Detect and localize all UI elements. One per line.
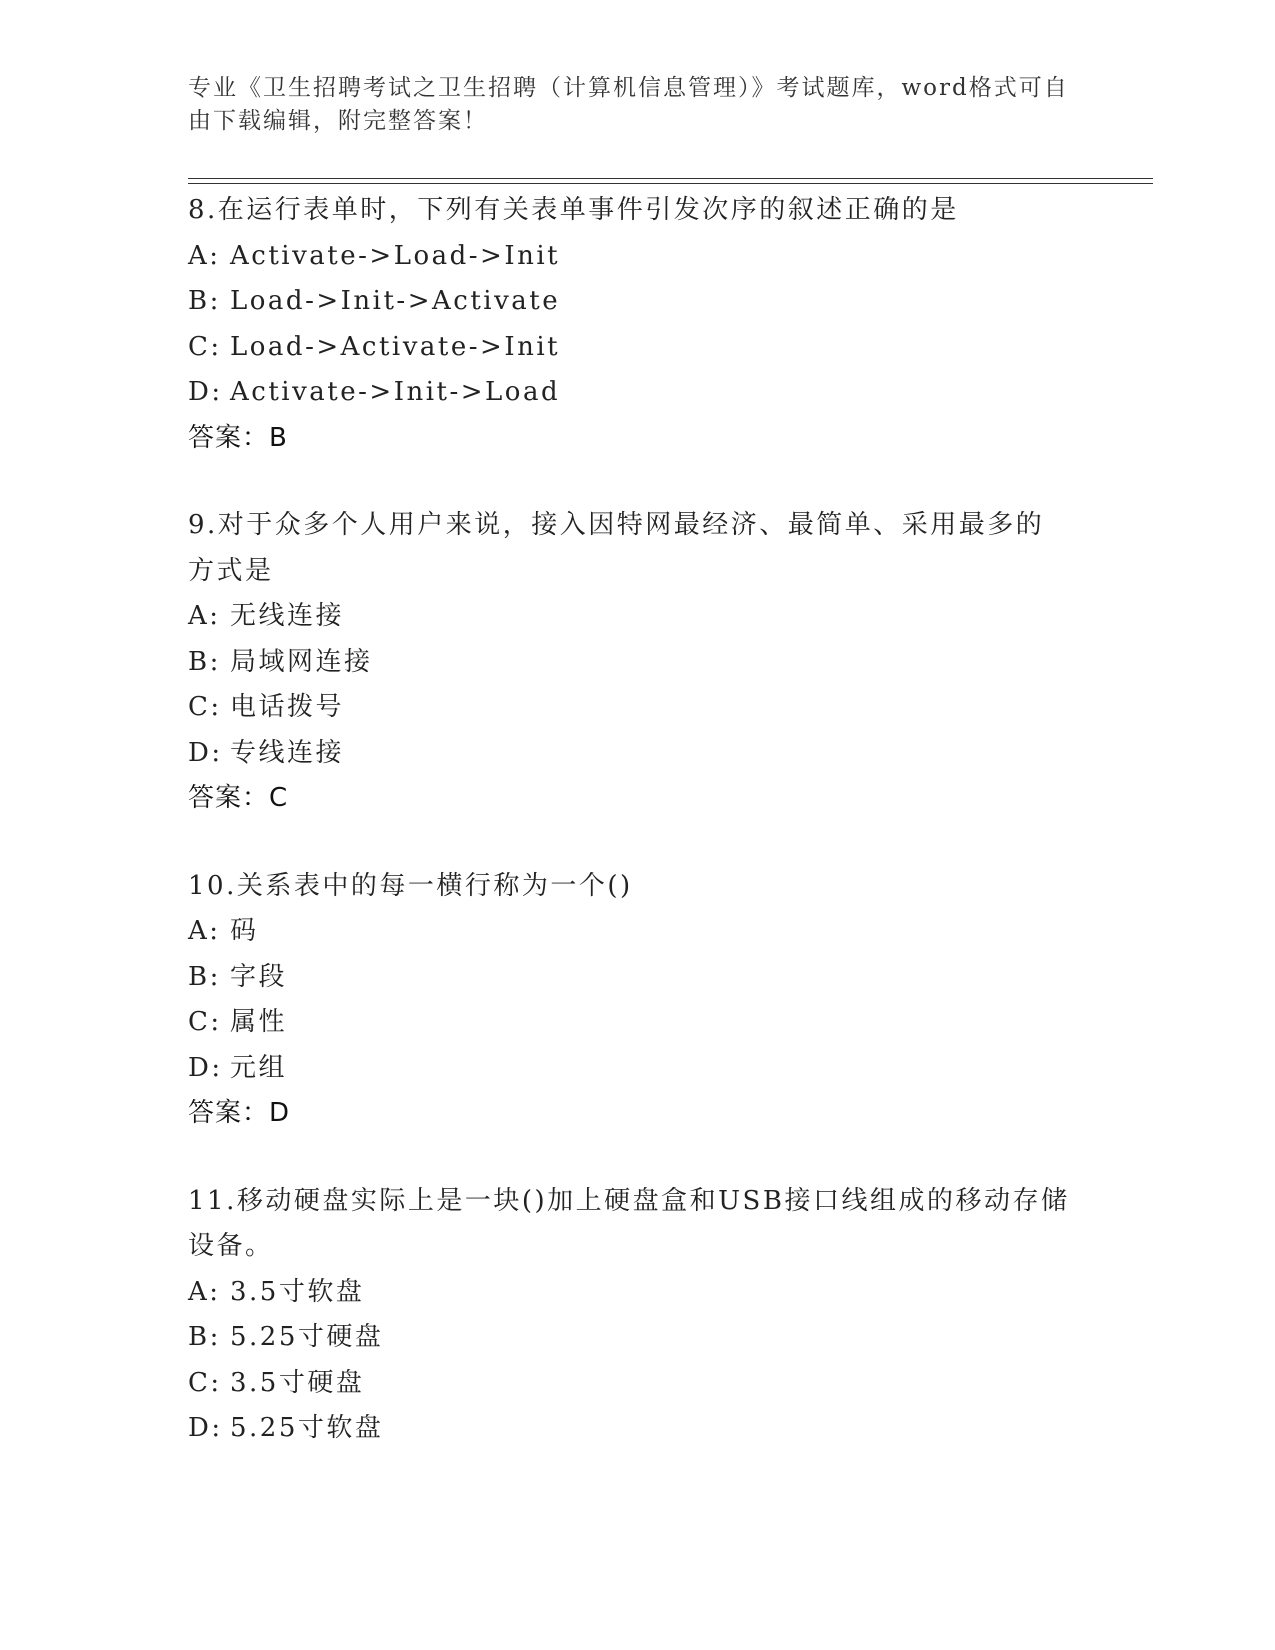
- option-key: C:: [188, 1007, 222, 1037]
- option-key: D:: [188, 1413, 223, 1443]
- option-text: Load->Init->Activate: [230, 286, 561, 316]
- option-d: [188, 731, 1088, 777]
- option-key: B:: [188, 1322, 221, 1352]
- question-10: [188, 864, 1088, 1137]
- answer-line: 答案：D: [188, 1098, 291, 1128]
- option-d: [188, 1406, 1088, 1452]
- question-11: [188, 1179, 1088, 1452]
- option-text: Activate->Init->Load: [230, 377, 561, 407]
- option-key: B:: [188, 646, 221, 677]
- answer-line: 答案：C: [188, 783, 289, 813]
- option-c: [188, 325, 1088, 371]
- option-key: C:: [188, 1367, 222, 1398]
- option-text: 电话拨号: [230, 692, 345, 722]
- option-key: D:: [188, 377, 223, 407]
- option-text: 无线连接: [230, 601, 345, 631]
- option-b: [188, 1315, 1088, 1361]
- option-a: [188, 234, 1088, 280]
- option-c: [188, 1000, 1088, 1046]
- option-key: C:: [188, 331, 222, 362]
- option-text: 专线连接: [230, 737, 345, 768]
- question-stem: 10.关系表中的每一横行称为一个(): [188, 870, 633, 901]
- option-a: [188, 594, 1088, 640]
- option-text: 5.25寸硬盘: [230, 1322, 384, 1352]
- header-divider-top: [188, 178, 1153, 179]
- option-text: 局域网连接: [230, 646, 373, 677]
- question-stem: 8.在运行表单时，下列有关表单事件引发次序的叙述正确的是: [188, 195, 959, 225]
- question-list: [188, 188, 1088, 1494]
- option-key: A:: [188, 916, 221, 946]
- option-text: Activate->Load->Init: [230, 240, 561, 271]
- option-b: [188, 955, 1088, 1001]
- option-c: [188, 1361, 1088, 1407]
- option-text: Load->Activate->Init: [230, 331, 561, 362]
- header-divider-bottom: [188, 183, 1153, 184]
- option-key: B:: [188, 286, 221, 316]
- question-9: [188, 503, 1088, 822]
- answer-line: 答案：B: [188, 422, 288, 453]
- option-d: [188, 1046, 1088, 1092]
- option-d: [188, 370, 1088, 416]
- option-c: [188, 685, 1088, 731]
- document-header: [188, 72, 1078, 138]
- header-line-2: 由下载编辑，附完整答案！: [188, 108, 488, 134]
- header-line-1: 专业《卫生招聘考试之卫生招聘（计算机信息管理）》考试题库，word格式可自: [188, 75, 1069, 101]
- option-b: [188, 640, 1088, 686]
- option-key: C:: [188, 692, 222, 722]
- option-text: 属性: [230, 1007, 288, 1037]
- option-key: A:: [188, 601, 221, 631]
- question-8: [188, 188, 1088, 461]
- option-key: A:: [188, 1276, 221, 1307]
- question-stem-continued: 方式是: [188, 555, 274, 586]
- question-stem: 11.移动硬盘实际上是一块()加上硬盘盒和USB接口线组成的移动存储: [188, 1185, 1070, 1216]
- question-stem: 9.对于众多个人用户来说，接入因特网最经济、最简单、采用最多的: [188, 510, 1045, 540]
- option-key: B:: [188, 961, 221, 992]
- option-key: D:: [188, 1052, 223, 1083]
- option-a: [188, 1270, 1088, 1316]
- question-stem-continued: 设备。: [188, 1231, 274, 1261]
- option-text: 字段: [230, 961, 288, 992]
- option-key: A:: [188, 240, 221, 271]
- option-key: D:: [188, 737, 223, 768]
- option-text: 码: [230, 916, 259, 946]
- option-text: 3.5寸软盘: [230, 1276, 365, 1307]
- option-b: [188, 279, 1088, 325]
- option-text: 3.5寸硬盘: [230, 1367, 365, 1398]
- option-text: 元组: [230, 1052, 288, 1083]
- option-a: [188, 909, 1088, 955]
- option-text: 5.25寸软盘: [230, 1413, 384, 1443]
